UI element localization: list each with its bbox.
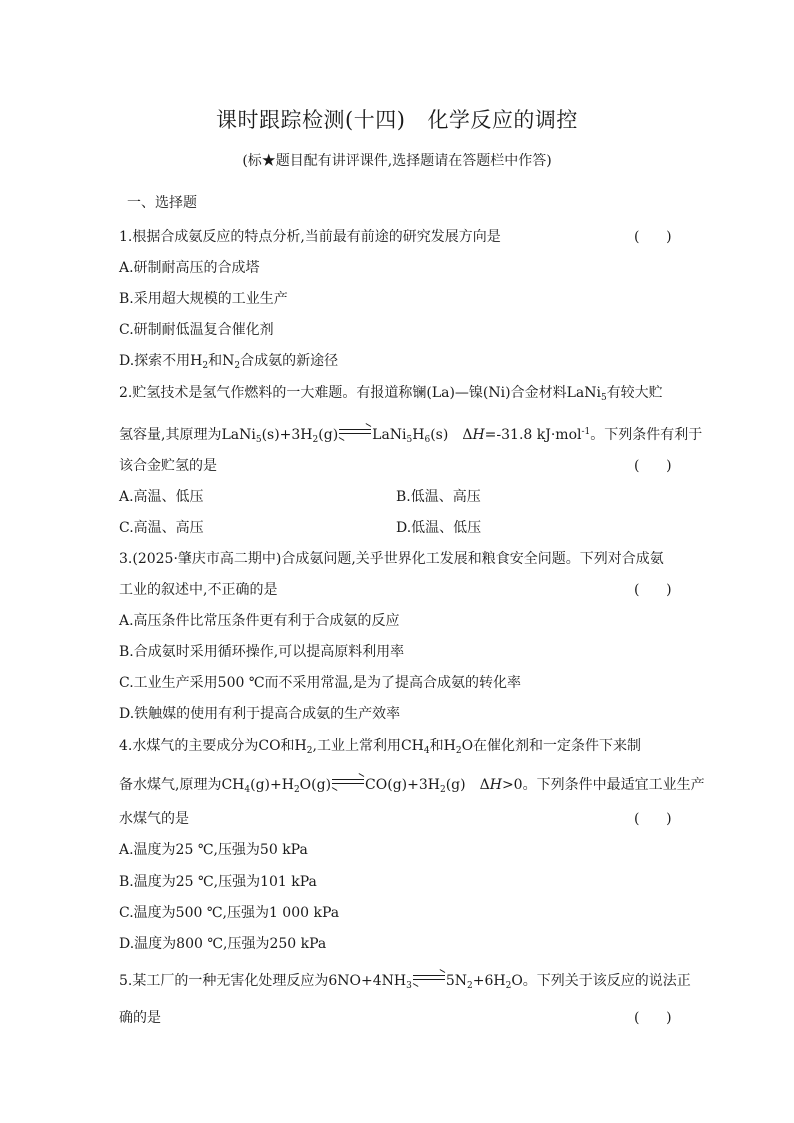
q1-option-d: D.探索不用$H_2$和$N_2$合成氨的新途径 [119, 353, 339, 371]
q2-stem-line2: 氢容量,其原理为$LaNi_5(s)+3H_2(g)$ $LaNi_5H_6(s)$ ΔH=-31.8 kJ·mol$^{-1}$。下列条件有利于 [119, 422, 679, 450]
q2-stem-line1: 2.贮氢技术是氢气作燃料的一大难题。有报道称镧(La)—镍(Ni)合金材料LaNi$_5$有较大贮 [119, 385, 663, 403]
q4-option-c: C.温度为500 ℃,压强为1 000 kPa [119, 905, 340, 921]
q5-stem-line1: 5.某工厂的一种无害化处理反应为$6NO+4NH_3$ $5N_2+6H_2O$。下列关于该反应的说法正 [119, 971, 679, 996]
q2-stem-line3: 该合金贮氢的是 [119, 458, 217, 474]
q1-stem: 1.根据合成氨反应的特点分析,当前最有前途的研究发展方向是 [119, 229, 501, 245]
page-title [0, 104, 794, 134]
q2-option-a: A.高温、低压 [119, 489, 204, 505]
q4-option-d: D.温度为800 ℃,压强为250 kPa [119, 936, 327, 952]
q3-option-d: D.铁触媒的使用有利于提高合成氨的生产效率 [119, 706, 401, 722]
title-main: 课时跟踪检测(十四) [216, 108, 406, 132]
q1-answer-paren: ( ) [634, 229, 672, 245]
q3-option-a: A.高压条件比常压条件更有利于合成氨的反应 [119, 613, 400, 629]
q3-option-b: B.合成氨时采用循环操作,可以提高原料利用率 [119, 644, 405, 660]
q3-stem-line1: 3.(2025·肇庆市高二期中)合成氨问题,关乎世界化工发展和粮食安全问题。下列对合成氨 [119, 551, 664, 567]
title-topic: 化学反应的调控 [427, 108, 578, 132]
q2-option-d: D.低温、低压 [396, 520, 482, 536]
q4-stem-line2: 备水煤气,原理为$CH_4(g)+H_2O(g)$ $CO(g)+3H_2(g)$ ΔH>0。下列条件中最适宜工业生产 [119, 775, 679, 800]
q5-answer-paren: ( ) [634, 1010, 672, 1026]
q5-stem-line2: 确的是 [119, 1010, 161, 1026]
q3-stem-line2: 工业的叙述中,不正确的是 [119, 582, 278, 598]
q4-stem-line1: 4.水煤气的主要成分为CO和$H_2$,工业上常利用$CH_4$和$H_2O$在催化剂和一定条件下来制 [119, 738, 642, 756]
equals-arrow-icon [413, 974, 445, 982]
q4-option-a: A.温度为25 ℃,压强为50 kPa [119, 842, 308, 858]
q1-option-a: A.研制耐高压的合成塔 [119, 260, 260, 276]
q3-option-c: C.工业生产采用500 ℃而不采用常温,是为了提高合成氨的转化率 [119, 675, 521, 691]
q1-option-b: B.采用超大规模的工业生产 [119, 291, 288, 307]
q2-answer-paren: ( ) [634, 458, 672, 474]
q4-stem-line3: 水煤气的是 [119, 811, 189, 827]
q2-option-c: C.高温、高压 [119, 520, 204, 536]
reversible-arrow-icon [332, 778, 364, 786]
q1-option-c: C.研制耐低温复合催化剂 [119, 322, 274, 338]
q2-option-b: B.低温、高压 [396, 489, 481, 505]
page-subtitle: (标★题目配有讲评课件,选择题请在答题栏中作答) [242, 153, 552, 169]
q4-option-b: B.温度为25 ℃,压强为101 kPa [119, 874, 317, 890]
q3-answer-paren: ( ) [634, 582, 672, 598]
q4-answer-paren: ( ) [634, 811, 672, 827]
reversible-arrow-icon [339, 428, 371, 436]
section-heading: 一、选择题 [127, 195, 197, 211]
